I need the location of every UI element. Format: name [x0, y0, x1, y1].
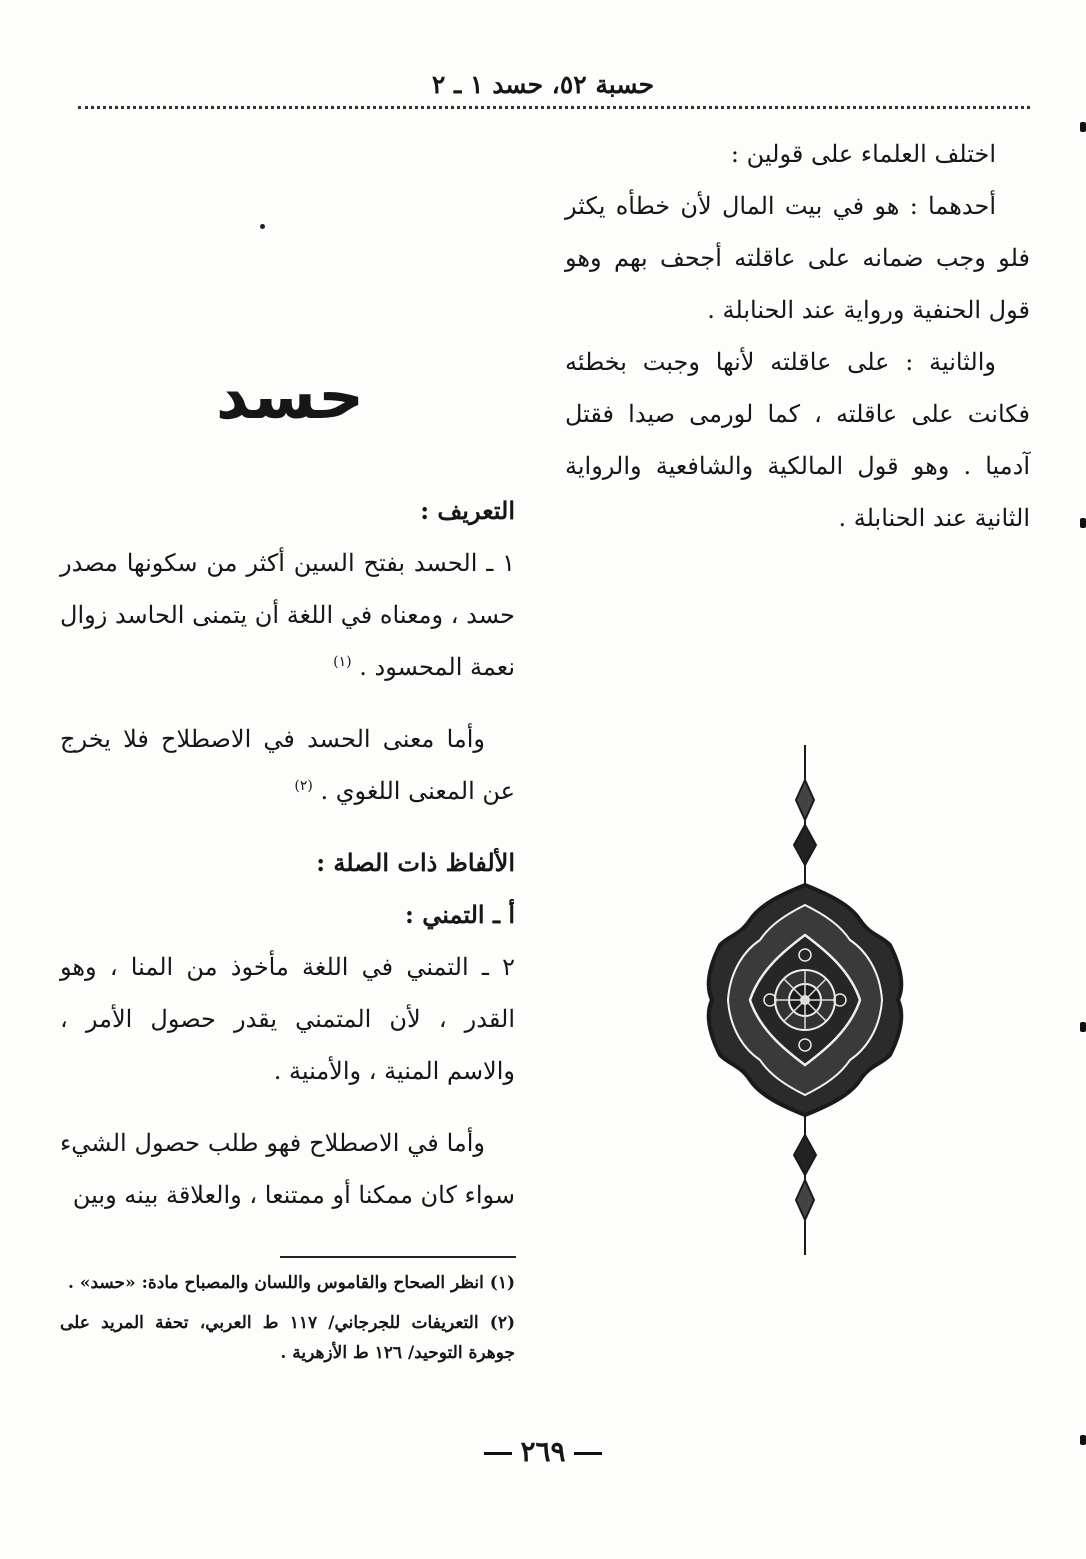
page-number-dash-left [484, 1452, 512, 1455]
right-paragraph-intro: اختلف العلماء على قولين : [730, 140, 996, 168]
entry-title: حسد [215, 360, 365, 434]
tamanni-subheading: أ ـ التمني : [405, 900, 515, 929]
margin-mark [1080, 1022, 1086, 1032]
footnote-separator [280, 1256, 516, 1258]
right-paragraph-second-opinion: والثانية : على عاقلته لأنها وجبت بخطئه فكانت على عاقلته ، كما لورمى صيدا فقتل آدميا . وهو قول المالكية والشافعية والرواية الثانية عند الحنابلة . [565, 348, 1030, 532]
footnote-2: (٢) التعريفات للجرجاني/ ١١٧ ط العربي، تحفة المريد على جوهرة التوحيد/ ١٢٦ ط الأزهرية . [60, 1313, 516, 1363]
definition-heading: التعريف : [420, 496, 515, 525]
definition-paragraph [60, 537, 515, 693]
arabesque-medallion-icon [700, 745, 910, 1255]
margin-mark [1080, 1435, 1086, 1445]
terminology-text: وأما معنى الحسد في الاصطلاح فلا يخرج عن المعنى اللغوي . [60, 725, 515, 805]
definition-text: ١ ـ الحسد بفتح السين أكثر من سكونها مصدر حسد ، ومعناه في اللغة أن يتمنى الحاسد زوال نعمة المحسود . [60, 549, 515, 681]
footnote-ref-1[interactable]: (١) [333, 654, 352, 670]
related-terms-heading: الألفاظ ذات الصلة : [316, 848, 515, 877]
page-number: ٢٦٩ [520, 1435, 566, 1468]
margin-mark [1080, 518, 1086, 528]
header-dotted-rule [78, 106, 1030, 109]
margin-mark [1080, 122, 1086, 132]
footnotes [60, 1268, 515, 1378]
tamanni-paragraph: ٢ ـ التمني في اللغة مأخوذ من المنا ، وهو القدر ، لأن المتمني يقدر حصول الأمر ، والاسم المنية ، والأمنية . [60, 953, 515, 1085]
right-paragraph-first-opinion: أحدهما : هو في بيت المال لأن خطأه يكثر فلو وجب ضمانه على عاقلته أجحف بهم وهو قول الحنفية ورواية عند الحنابلة . [565, 192, 1030, 324]
terminology-paragraph [60, 713, 515, 817]
ink-speck [260, 224, 265, 229]
page-number-dash-right [574, 1452, 602, 1455]
running-head: حسبة ٥٢، حسد ١ ـ ٢ [431, 70, 655, 99]
footnote-ref-2[interactable]: (٢) [294, 778, 313, 794]
page-number-block [0, 1435, 1086, 1468]
footnote-1: (١) انظر الصحاح والقاموس واللسان والمصباح مادة: «حسد» . [67, 1273, 515, 1293]
tamanni-terminology-paragraph: وأما في الاصطلاح فهو طلب حصول الشيء سواء كان ممكنا أو ممتنعا ، والعلاقة بينه وبين [60, 1129, 515, 1209]
left-column [60, 485, 515, 1221]
right-column [565, 128, 1030, 544]
